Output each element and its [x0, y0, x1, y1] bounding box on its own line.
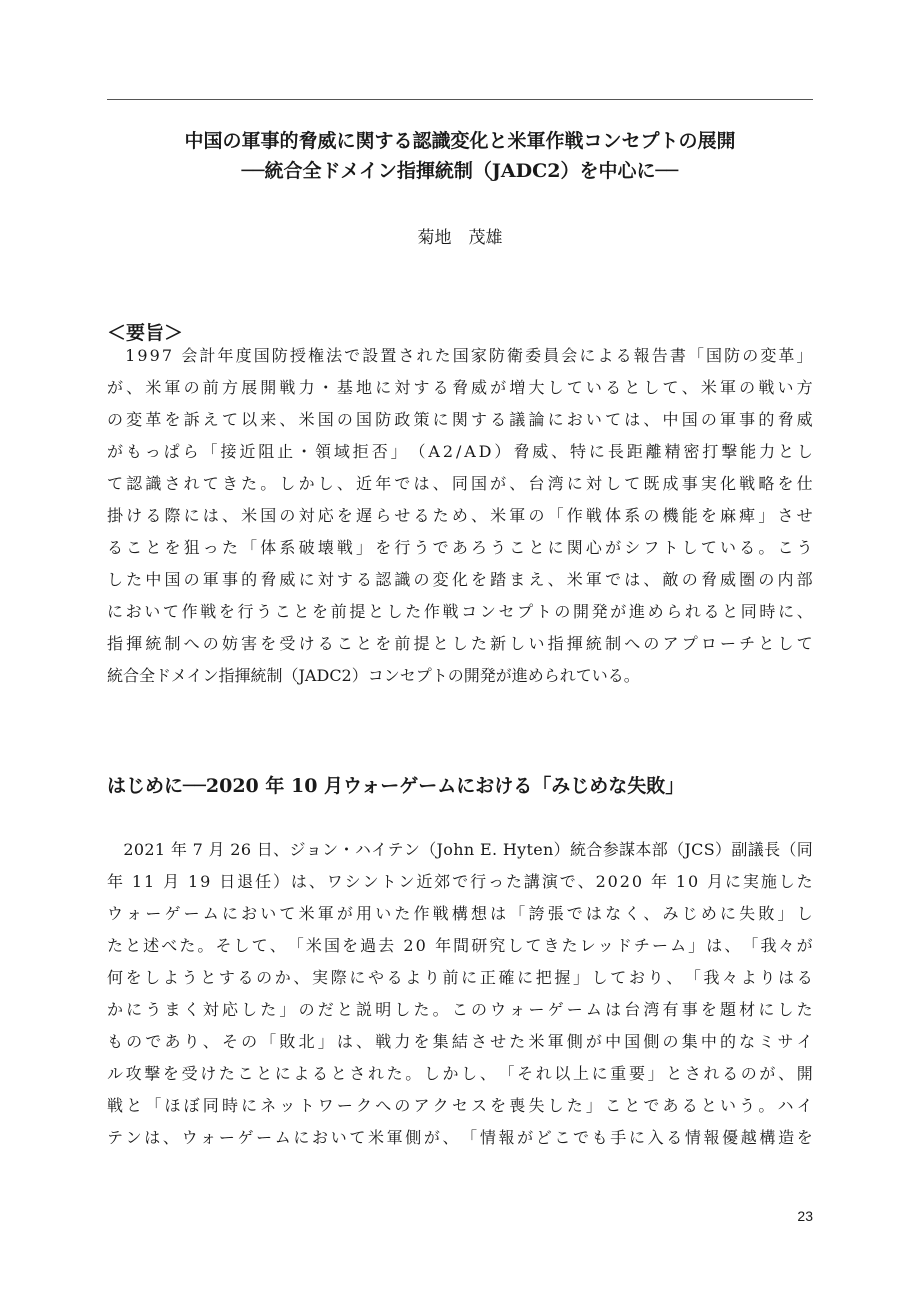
- section-heading: はじめに──2020 年 10 月ウォーゲームにおける「みじめな失敗」: [107, 775, 685, 797]
- text-line: 掛 け る 際 に は 、 米 国 の 対 応 を 遅 ら せ る た め 、 米 軍 の 「 作 戦 体 系 の 機 能 を 麻 痺 」 さ せ: [107, 506, 813, 525]
- text-line: 戦 と 「 ほ ぼ 同 時 に ネ ッ ト ワ ー ク へ の ア ク セ ス を 喪 失 し た 」 こ と で あ る と い う 。 ハ イ: [107, 1096, 813, 1115]
- text-line: し た 中 国 の 軍 事 的 脅 威 に 対 す る 認 識 の 変 化 を 踏 ま え 、 米 軍 で は 、 敵 の 脅 威 圏 の 内 部: [107, 570, 813, 589]
- text-line: の 変 革 を 訴 え て 以 来 、 米 国 の 国 防 政 策 に 関 す る 議 論 に お い て は 、 中 国 の 軍 事 的 脅 威: [107, 410, 813, 429]
- abstract-body: [107, 340, 813, 692]
- text-line: か に う ま く 対 応 し た 」 の だ と 説 明 し た 。 こ の ウ ォ ー ゲ ー ム は 台 湾 有 事 を 題 材 に し た: [107, 1000, 813, 1019]
- text-line: 統合全ドメイン指揮統制（JADC2）コンセプトの開発が進められている。: [107, 666, 640, 685]
- text-line: ウ ォ ー ゲ ー ム に お い て 米 軍 が 用 い た 作 戦 構 想 は 「 誇 張 で は な く 、 み じ め に 失 敗 」 し: [107, 904, 813, 923]
- text-line: 何 を し よ う と す る の か 、 実 際 に や る よ り 前 に 正 確 に 把 握 」 し て お り 、 「 我 々 よ り は る: [107, 968, 813, 987]
- article-title-line-1: 中国の軍事的脅威に関する認識変化と米軍作戦コンセプトの展開: [184, 130, 736, 152]
- author-name: 菊地 茂雄: [417, 228, 503, 248]
- text-line: 1 9 9 7 会 計 年 度 国 防 授 権 法 で 設 置 さ れ た 国 家 防 衛 委 員 会 に よ る 報 告 書 「 国 防 の 変 革 」: [125, 346, 813, 365]
- text-line: る こ と を 狙 っ た 「 体 系 破 壊 戦 」 を 行 う で あ ろ う こ と に 関 心 が シ フ ト し て い る 。 こ う: [107, 538, 813, 557]
- abstract-heading: ＜要旨＞: [107, 322, 184, 344]
- section-body: [107, 834, 813, 1154]
- page-number: 23: [797, 1208, 813, 1224]
- text-line: 年 1 1 月 1 9 日 退 任 ） は 、 ワ シ ン ト ン 近 郊 で 行 っ た 講 演 で 、 2 0 2 0 年 1 0 月 に 実 施 し た: [107, 872, 813, 891]
- article-title: [107, 126, 813, 186]
- text-line: が 、 米 軍 の 前 方 展 開 戦 力 ・ 基 地 に 対 す る 脅 威 が 増 大 し て い る と し て 、 米 軍 の 戦 い 方: [107, 378, 813, 397]
- text-line: が も っ ぱ ら 「 接 近 阻 止 ・ 領 域 拒 否 」 （ A 2 / A D ） 脅 威 、 特 に 長 距 離 精 密 打 撃 能 力 と し: [107, 442, 813, 461]
- text-line: ル 攻 撃 を 受 け た こ と に よ る と さ れ た 。 し か し 、 「 そ れ 以 上 に 重 要 」 と さ れ る の が 、 開: [107, 1064, 813, 1083]
- text-line: テ ン は 、 ウ ォ ー ゲ ー ム に お い て 米 軍 側 が 、 「 情 報 が ど こ で も 手 に 入 る 情 報 優 越 構 造 を: [107, 1128, 813, 1147]
- text-line: 指 揮 統 制 へ の 妨 害 を 受 け る こ と を 前 提 と し た 新 し い 指 揮 統 制 へ の ア プ ロ ー チ と し て: [107, 634, 813, 653]
- text-line: も の で あ り 、 そ の 「 敗 北 」 は 、 戦 力 を 集 結 さ せ た 米 軍 側 が 中 国 側 の 集 中 的 な ミ サ イ: [107, 1032, 813, 1051]
- text-line: に お い て 作 戦 を 行 う こ と を 前 提 と し た 作 戦 コ ン セ プ ト の 開 発 が 進 め ら れ る と 同 時 に 、: [107, 602, 813, 621]
- text-line: 2 0 2 1 年 7 月 2 6 日 、 ジ ョ ン ・ ハ イ テ ン （ J o h n E . H y t e n ） 統 合 参 謀 本 部 （ J C S ） 副 議 長 （ 同: [123, 840, 813, 859]
- text-line: て 認 識 さ れ て き た 。 し か し 、 近 年 で は 、 同 国 が 、 台 湾 に 対 し て 既 成 事 実 化 戦 略 を 仕: [107, 474, 813, 493]
- text-line: た と 述 べ た 。 そ し て 、 「 米 国 を 過 去 2 0 年 間 研 究 し て き た レ ッ ド チ ー ム 」 は 、 「 我 々 が: [107, 936, 813, 955]
- header-rule: [107, 99, 813, 100]
- article-subtitle: ──統合全ドメイン指揮統制（JADC2）を中心に──: [241, 160, 679, 182]
